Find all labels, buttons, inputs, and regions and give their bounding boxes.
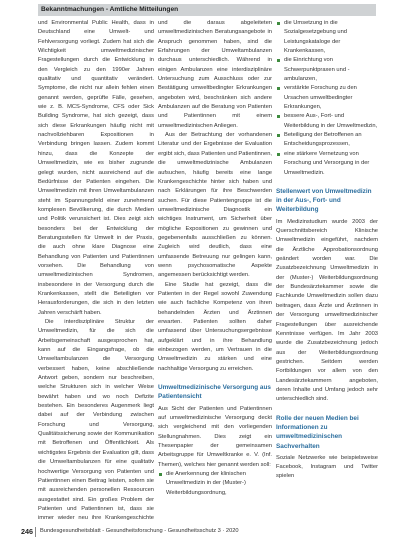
bullet-list: [276, 19, 378, 178]
paragraph: Aus der Betrachtung der vorhandenen Literatur und der Ergebnisse der Evaluation ergibt sich, dass Patienten und Patientinnen, die umweltmedizinische Ambulanzen aufsuchen, häufig bereits eine lange Krankengeschichte hinter sich haben und nach Erklärungen für ihre Beschwerden suchen. Für diese Patientengruppe ist die umweltmedizinische Diagnostik ein wichtiges Instrument, um Sicherheit über mögliche Expositionen zu gewinnen und gegebenenfalls ausschließen zu können. Zugleich wird deutlich, dass eine umfassende Betreuung nur gelingen kann, wenn psychosomatische Aspekte angemessen berücksichtigt werden.: [158, 132, 272, 279]
bullet-item: die Umsetzung in die Sozialgesetzgebung und Leistungskataloge der Krankenkassen,: [276, 19, 378, 56]
journal-citation: Bundesgesundheitsblatt - Gesundheitsforschung - Gesundheitsschutz 3 · 2020: [40, 528, 239, 534]
page-footer: [0, 525, 413, 541]
section-heading: Rolle der neuen Medien bei Informationen zu umweltmedizinischen Sachverhalten: [276, 414, 359, 450]
bullet-item: eine stärkere Vernetzung von Forschung und Versorgung in der Umweltmedizin.: [276, 150, 378, 178]
paragraph: Soziale Netzwerke wie beispielsweise Facebook, Instagram und Twitter spielen: [276, 454, 378, 480]
paragraph: und die daraus abgeleiteten umweltmedizinischen Beratungsangebote in Anspruch genommen haben, sind die Erfahrungen der Umweltambulanzen durchaus unterschiedlich. Während in einigen Ambulanzen eine interdisziplinäre Untersuchung zum Ausschluss oder zur Bestätigung umweltbedingter Erkrankungen angeboten wird, beschränken sich andere Ambulanzen auf die Beratung von Patienten und Patientinnen mit einem umweltmedizinischen Anliegen.: [158, 20, 272, 129]
text-column-middle: [158, 19, 272, 521]
paragraph: Die interdisziplinäre Struktur der Umweltmedizin, für die sich die Arbeitsgemeinschaft ausgesprochen hat, kann auf die Eingangsfrage, ob die Umweltambulanzen die Versorgung verbessert haben, keine abschließende Antwort geben, sondern nur beschreiben, welche Strukturen sich in welcher Weise bewährt haben und wo noch Defizite bestehen. Ein besonderes Augenmerk liegt dabei auf der Verbindung zwischen Forschung und Versorgung, Qualitätssicherung sowie der Kommunikation mit Betroffenen und Öffentlichkeit. Als wichtigstes Ergebnis der Evaluation gilt, dass die Umweltambulanzen für eine qualitativ hochwertige Versorgung von Patienten und Patientinnen einen Beitrag leisten, sofern sie mit ausreichenden personellen Ressourcen ausgestattet sind. Ein großes Problem der Patienten und Patientinnen ist, dass sie immer wieder neu ihre Krankengeschichte: [38, 319, 154, 521]
paragraph: und Environmental Public Health, dass in Deutschland eine Umwelt- und Fehlversorgung vorliegt. Zudem hat sich die Wichtigkeit umweltmedizinischer Fragestellungen durch die Entwicklung in den Vergleich zu den 1990er Jahren qualitativ und quantitativ verändert. Symptome, die nicht nur allein fehlen einen genannt werden, geprüfte Fälle, gesehen, wie z. B. MCS-Syndrome, CFS oder Sick Building Syndrome, hat sich gezeigt, dass sich diese Erkrankungen häufig nicht mit nachvollziehbaren Expositionen in Verbindung bringen lassen. Zudem kommt hinzu, dass die Konzepte der Umweltmedizin, wie es bisher zugrunde gelegt wurden, nicht ausreichend auf die Bedürfnisse der Patienten eingehen. Die Umweltmedizin mit ihren Umweltambulanzen steht im Spannungsfeld einer zunehmend komplexen Bevölkerung, die durch Medien und Politik verunsichert ist. Dies zeigt sich besonders bei der Entwicklung der Beratungsstellen für Umwelt in der Praxis, die auch ohne klare Diagnose eine Behandlung von Patienten und Patientinnen vorsehen. Die Behandlung von umweltmedizinischen Syndromen, insbesondere in der Versorgung durch die Krankenkassen, stellt die Beteiligten vor Herausforderungen, die sich in den letzten Jahren verschärft haben.: [38, 20, 154, 316]
bullet-item: die Anerkennung der klinischen Umweltmedizin in der (Muster-) Weiterbildungsordnung,: [158, 470, 272, 498]
paragraph: Im Medizinstudium wurde 2003 der Querschnittsbereich Klinische Umweltmedizin eingeführt, nachdem die Ärztliche Approbationsordnung geändert worden war. Die Zusatzbezeichnung Umweltmedizin in der (Muster-) Weiterbildungsordnung der Bundesärztekammer sowie die Fachkunde Umweltmedizin sollen dazu beitragen, dass Ärzte und Ärztinnen in der Versorgung umweltmedizinischer Fragestellungen über ausreichende Kenntnisse verfügen. Im Jahr 2003 wurde die Zusatzbezeichnung jedoch aus der Weiterbildungsordnung gestrichen. Seitdem werden Fortbildungen vor allem von den Landesärztekammern angeboten, deren Inhalte und Umfang jedoch sehr unterschiedlich sind.: [276, 218, 378, 403]
footer-divider: [35, 527, 36, 537]
section-header-label: Bekanntmachungen - Amtliche Mitteilungen: [41, 6, 179, 13]
bullet-item: bessere Aus-, Fort- und Weiterbildung in der Umweltmedizin,: [276, 112, 378, 131]
section-heading: Umweltmedizinische Versorgung aus Patientensicht: [158, 384, 271, 401]
text-column-left: [38, 19, 154, 521]
section-header-bar: [38, 4, 376, 16]
text-column-right: [276, 19, 378, 521]
bullet-item: die Einrichtung von Schwerpunktpraxen und -ambulanzen,: [276, 56, 378, 84]
page-number: 246: [21, 527, 33, 536]
bullet-item: verstärkte Forschung zu den Ursachen umweltbedingter Erkrankungen,: [276, 84, 378, 112]
bullet-list: [158, 470, 272, 498]
bullet-item: Beteiligung der Betroffenen an Entscheidungsprozessen,: [276, 131, 378, 150]
section-heading: Stellenwert von Umweltmedizin in der Aus-, Fort- und Weiterbildung: [276, 187, 372, 214]
paragraph: Eine Studie hat gezeigt, dass die Patienten in der Regel sowohl Zuwendung wie auch fachliche Kompetenz von ihren behandelnden Ärzten und Ärztinnen erwarten. Patienten sollten daher umfassend über Untersuchungsergebnisse aufgeklärt und in ihre Behandlung einbezogen werden, um Vertrauen in die Umweltmedizin zu stärken und eine nachhaltige Versorgung zu erreichen.: [158, 281, 272, 372]
paragraph: Aus Sicht der Patienten und Patientinnen auf umweltmedizinische Versorgung deckt sich vergleichend mit den vorliegenden Stellungnahmen. Dies zeigt ein Thesenpapier der gemeinsamen Arbeitsgruppe für Umweltkranke e. V. (Inf. Themen), welches hier genannt werden soll:: [158, 405, 272, 468]
